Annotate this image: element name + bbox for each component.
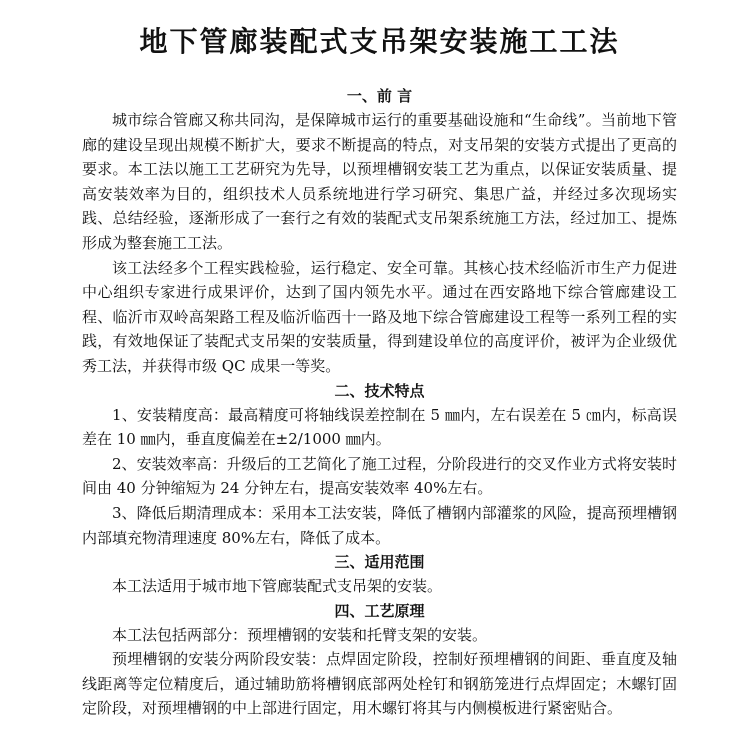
paragraph: 本工法包括两部分：预埋槽钢的安装和托臂支架的安装。 [112,625,488,644]
section-heading: 四、工艺原理 [334,601,425,620]
paragraph: 2、安装效率高：升级后的工艺简化了施工过程，分阶段进行的交叉作业方式将安装时间由 40 分钟缩短为 24 分钟左右，提高安装效率 40%左右。 [82,454,677,498]
section-heading: 三、适用范围 [334,553,425,572]
section-heading: 一、前 言 [346,87,413,105]
section-technical-features [82,379,677,551]
paragraph: 3、降低后期清理成本：采用本工法安装，降低了槽钢内部灌浆的风险，提高预埋槽钢内部填充物清理速度 80%左右，降低了成本。 [82,503,677,547]
paragraph: 城市综合管廊又称共同沟，是保障城市运行的重要基础设施和“生命线”。当前地下管廊的建设呈现出规模不断扩大，要求不断提高的特点，对支吊架的安装方式提出了更高的要求。本工法以施工工艺研究为先导，以预埋槽钢安装工艺为重点，以保证安装质量、提高安装效率为目的，组织技术人员系统地进行学习研究、集思广益，并经过多次现场实践、总结经验，逐渐形成了一套行之有效的装配式支吊架系统施工方法，经过加工、提炼形成为整套施工工法。 [82,111,677,252]
paragraph: 1、安装精度高：最高精度可将轴线误差控制在 5 ㎜内，左右误差在 5 ㎝内，标高误差在 10 ㎜内，垂直度偏差在±2/1000 ㎜内。 [82,405,677,449]
section-scope [82,550,677,599]
section-principle [82,599,677,721]
section-heading: 二、技术特点 [334,381,425,400]
paragraph: 该工法经多个工程实践检验，运行稳定、安全可靠。其核心技术经临沂市生产力促进中心组织专家进行成果评价，达到了国内领先水平。通过在西安路地下综合管廊建设工程、临沂市双岭高架路工程及临沂临西十一路及地下综合管廊建设工程等一系列工程的实践，有效地保证了装配式支吊架的安装质量，得到建设单位的高度评价，被评为企业级优秀工法，并获得市级 QC 成果一等奖。 [82,258,677,375]
document-title: 地下管廊装配式支吊架安装施工工法 [139,25,620,58]
paragraph: 预埋槽钢的安装分两阶段安装：点焊固定阶段，控制好预埋槽钢的间距、垂直度及轴线距离等定位精度后，通过辅助筋将槽钢底部两处栓钉和钢筋笼进行点焊固定；木螺钉固定阶段，对预埋槽钢的中上部进行固定，用木螺钉将其与内侧模板进行紧密贴合。 [82,650,677,718]
paragraph: 本工法适用于城市地下管廊装配式支吊架的安装。 [112,577,443,596]
section-preface [82,84,677,379]
